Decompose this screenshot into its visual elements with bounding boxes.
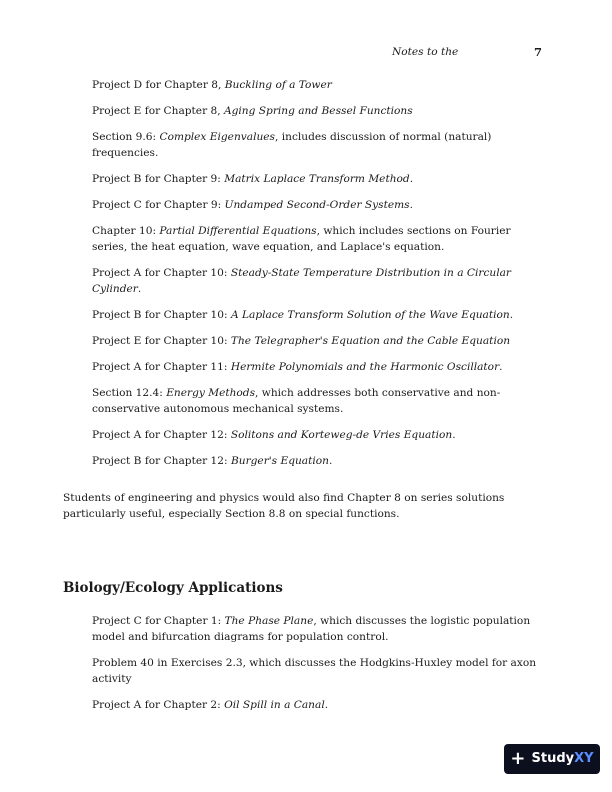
list-item: Project A for Chapter 2: Oil Spill in a Canal.	[92, 699, 329, 711]
list-item: Project A for Chapter 11: Hermite Polynomials and the Harmonic Oscillator.	[92, 361, 503, 373]
list-item: Project B for Chapter 9: Matrix Laplace Transform Method.	[92, 173, 414, 185]
biology-list	[92, 613, 544, 723]
list-item: Project E for Chapter 8, Aging Spring and Bessel Functions	[92, 105, 413, 117]
list-item: Section 9.6: Complex Eigenvalues, includes discussion of normal (natural) frequencies.	[92, 131, 492, 159]
page-number: 7	[533, 45, 542, 59]
application-list	[92, 77, 544, 479]
list-item: Project C for Chapter 9: Undamped Second-Order Systems.	[92, 199, 413, 211]
list-item: Chapter 10: Partial Differential Equations, which includes sections on Fourier series, the heat equation, wave equation, and Laplace's equation.	[92, 225, 511, 253]
closing-paragraph: Students of engineering and physics would also find Chapter 8 on series solutions particularly useful, especially Section 8.8 on special functions.	[63, 492, 505, 520]
list-item: Project A for Chapter 10: Steady-State Temperature Distribution in a Circular Cylinder.	[92, 267, 511, 295]
section-heading: Biology/Ecology Applications	[63, 580, 283, 596]
studyxy-watermark[interactable]: + StudyXY	[504, 744, 600, 774]
list-item: Project B for Chapter 10: A Laplace Transform Solution of the Wave Equation.	[92, 309, 514, 321]
list-item: Problem 40 in Exercises 2.3, which discusses the Hodgkins-Huxley model for axon activity	[92, 657, 537, 685]
list-item: Project A for Chapter 12: Solitons and Korteweg-de Vries Equation.	[92, 429, 456, 441]
plus-icon: +	[510, 748, 526, 769]
list-item: Project E for Chapter 10: The Telegrapher's Equation and the Cable Equation	[92, 335, 511, 347]
running-head-text: Notes to the	[392, 46, 459, 58]
list-item: Project C for Chapter 1: The Phase Plane, which discusses the logistic population model and bifurcation diagrams for population control.	[92, 615, 531, 643]
running-head	[392, 44, 542, 60]
list-item: Project D for Chapter 8, Buckling of a Tower	[92, 79, 332, 91]
list-item: Project B for Chapter 12: Burger's Equation.	[92, 455, 333, 467]
list-item: Section 12.4: Energy Methods, which addresses both conservative and non-conservative autonomous mechanical systems.	[92, 387, 501, 415]
